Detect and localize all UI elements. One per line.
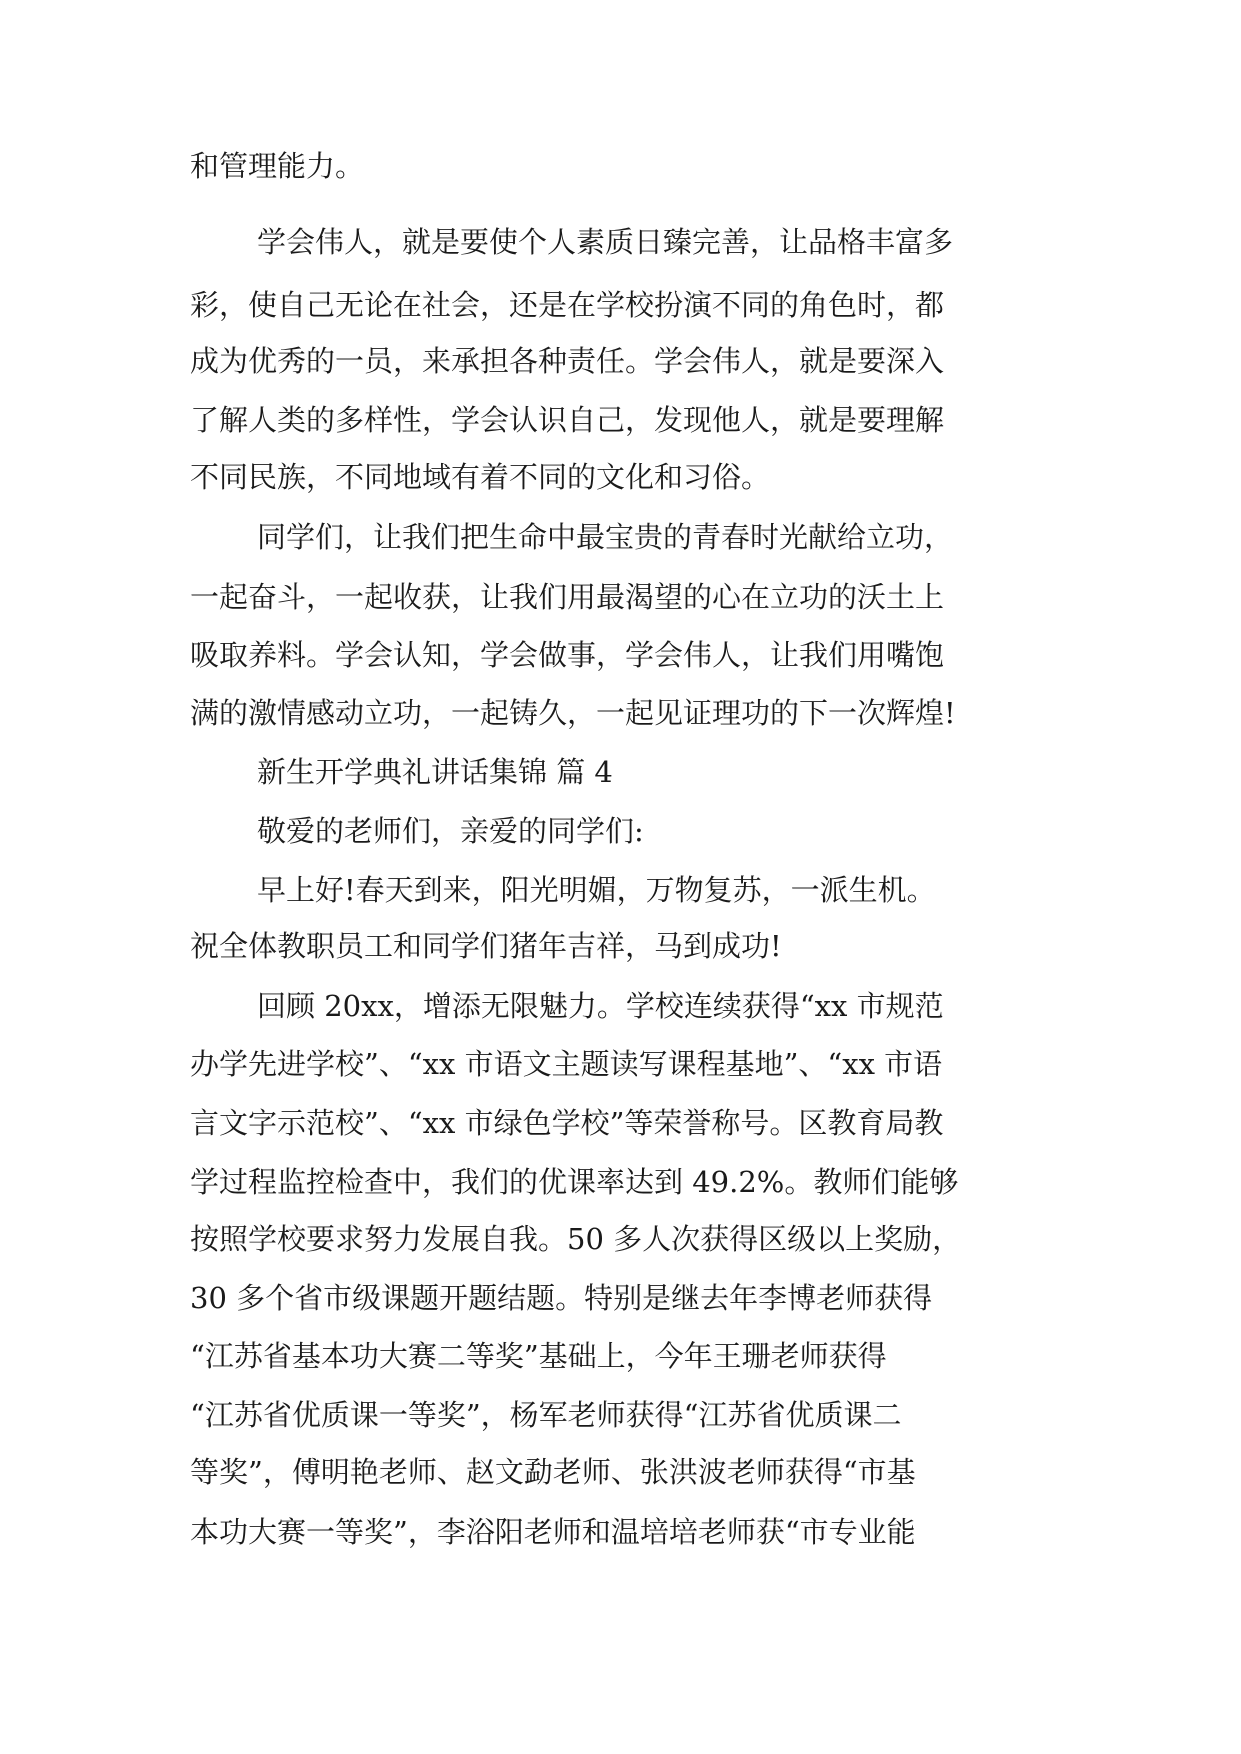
text-line: 30 多个省市级课题开题结题。特别是继去年李博老师获得	[190, 1281, 933, 1315]
text-line: 办学先进学校”、“xx 市语文主题读写课程基地”、“xx 市语	[190, 1047, 943, 1081]
text-line: 学会伟人，就是要使个人素质日臻完善，让品格丰富多	[257, 225, 954, 259]
text-line: 敬爱的老师们，亲爱的同学们:	[257, 814, 644, 848]
text-line: “江苏省优质课一等奖”，杨军老师获得“江苏省优质课二	[190, 1398, 902, 1432]
text-line: 早上好!春天到来，阳光明媚，万物复苏，一派生机。	[257, 873, 936, 907]
text-line: 言文字示范校”、“xx 市绿色学校”等荣誉称号。区教育局教	[190, 1106, 944, 1140]
section-heading: 新生开学典礼讲话集锦 篇 4	[257, 755, 613, 789]
text-line: “江苏省基本功大赛二等奖”基础上，今年王珊老师获得	[190, 1339, 887, 1373]
text-line: 一起奋斗，一起收获，让我们用最渴望的心在立功的沃土上	[190, 580, 945, 614]
text-line: 祝全体教职员工和同学们猪年吉祥，马到成功!	[190, 929, 782, 963]
text-line: 同学们，让我们把生命中最宝贵的青春时光献给立功，	[257, 520, 954, 554]
text-line: 等奖”，傅明艳老师、赵文勐老师、张洪波老师获得“市基	[190, 1455, 916, 1489]
text-line: 成为优秀的一员，来承担各种责任。学会伟人，就是要深入	[190, 344, 945, 378]
text-line: 本功大赛一等奖”，李浴阳老师和温培培老师获“市专业能	[190, 1515, 916, 1549]
text-line: 和管理能力。	[190, 149, 365, 183]
text-line: 吸取养料。学会认知，学会做事，学会伟人，让我们用嘴饱	[190, 638, 945, 672]
text-line: 满的激情感动立功，一起铸久，一起见证理功的下一次辉煌!	[190, 696, 956, 730]
text-line: 了解人类的多样性，学会认识自己，发现他人，就是要理解	[190, 403, 945, 437]
text-line: 按照学校要求努力发展自我。50 多人次获得区级以上奖励，	[190, 1222, 962, 1256]
text-line: 学过程监控检查中，我们的优课率达到 49.2%。教师们能够	[190, 1165, 959, 1199]
text-line: 回顾 20xx，增添无限魅力。学校连续获得“xx 市规范	[257, 989, 944, 1023]
text-line: 彩，使自己无论在社会，还是在学校扮演不同的角色时，都	[190, 288, 945, 322]
text-line: 不同民族，不同地域有着不同的文化和习俗。	[190, 460, 771, 494]
